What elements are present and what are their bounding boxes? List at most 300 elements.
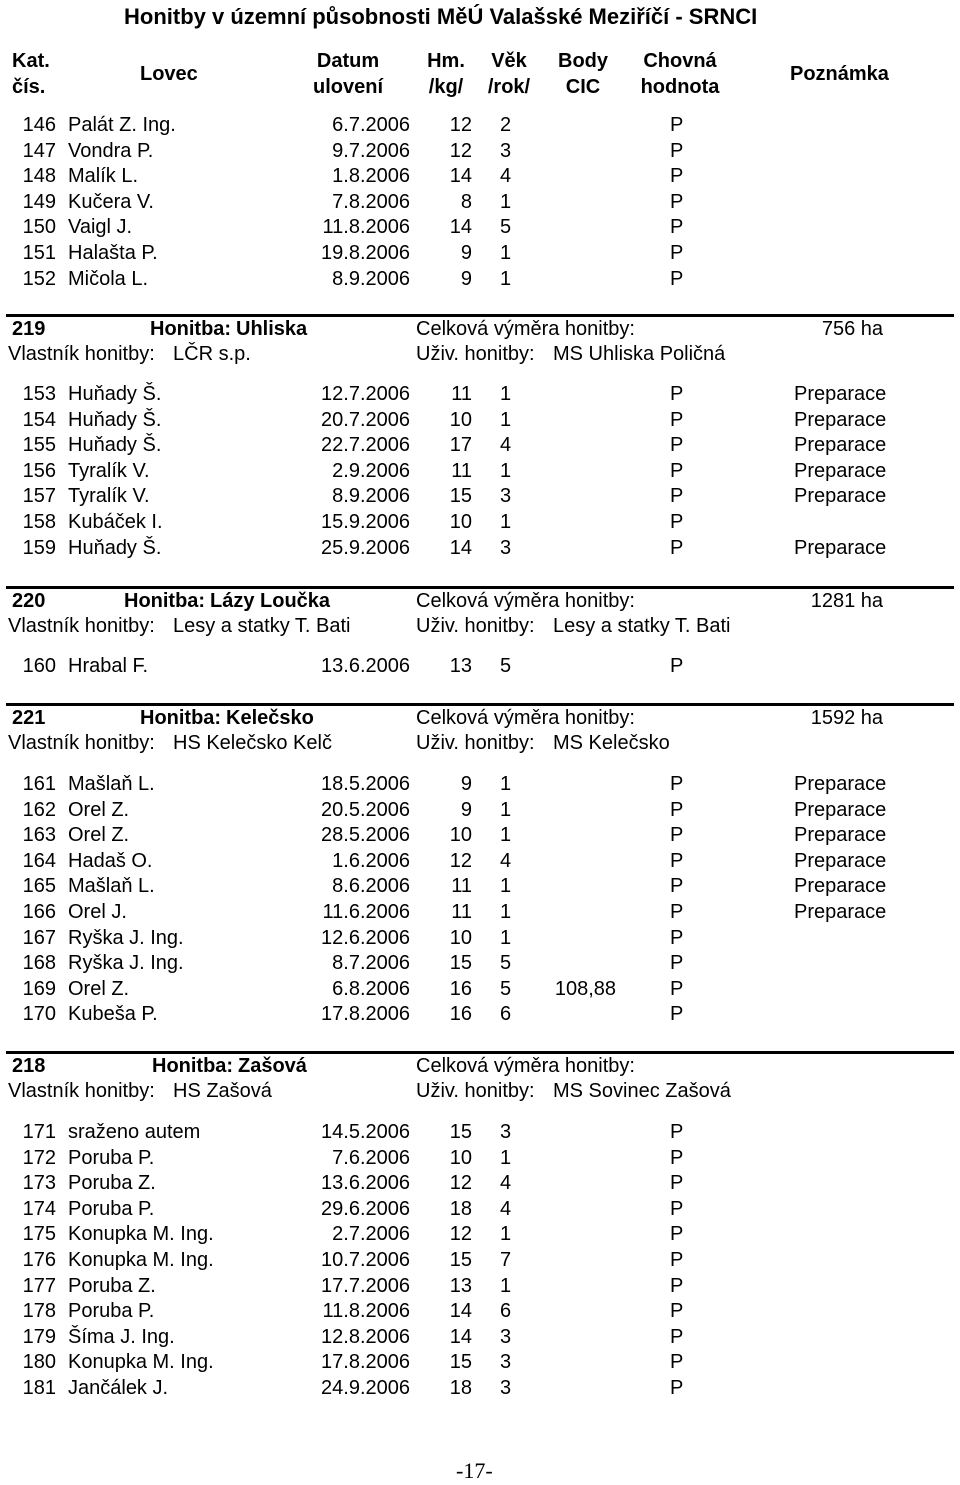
row-number-cell: 178 <box>22 1300 56 1322</box>
user-label: Uživ. honitby: <box>416 343 535 365</box>
age-years-cell: 1 <box>500 383 512 405</box>
weight-kg-cell: 13 <box>449 655 472 677</box>
catch-date-cell: 8.6.2006 <box>332 875 410 897</box>
hunter-name-cell: Poruba Z. <box>68 1172 156 1194</box>
hunter-name-cell: Poruba P. <box>68 1147 155 1169</box>
owner-value: LČR s.p. <box>173 343 251 365</box>
section-owner-line <box>0 614 960 639</box>
table-row <box>0 408 960 433</box>
cic-points-cell: 108,88 <box>554 978 616 1000</box>
age-years-cell: 7 <box>500 1249 512 1271</box>
weight-kg-cell: 9 <box>460 799 472 821</box>
row-number-cell: 154 <box>22 409 56 431</box>
catch-date-cell: 17.7.2006 <box>321 1275 410 1297</box>
hunter-name-cell: Poruba P. <box>68 1300 155 1322</box>
breeding-value-cell: P <box>670 1223 684 1245</box>
weight-kg-cell: 12 <box>449 114 472 136</box>
breeding-value-cell: P <box>670 1377 684 1399</box>
catch-date-cell: 28.5.2006 <box>321 824 410 846</box>
breeding-value-cell: P <box>670 268 684 290</box>
row-number-cell: 179 <box>22 1326 56 1348</box>
table-row <box>0 772 960 797</box>
user-label: Uživ. honitby: <box>416 732 535 754</box>
row-number-cell: 177 <box>22 1275 56 1297</box>
user-value: MS Kelečsko <box>553 732 670 754</box>
catch-date-cell: 8.9.2006 <box>332 268 410 290</box>
table-row <box>0 139 960 164</box>
breeding-value-cell: P <box>670 485 684 507</box>
note-cell: Preparace <box>794 537 887 559</box>
weight-kg-cell: 17 <box>449 434 472 456</box>
header-body-line1: Body <box>558 50 608 72</box>
note-cell: Preparace <box>794 799 887 821</box>
age-years-cell: 1 <box>500 824 512 846</box>
hunter-name-cell: Tyralík V. <box>68 460 150 482</box>
weight-kg-cell: 15 <box>449 1351 472 1373</box>
honitba-label: Honitba: <box>124 590 206 612</box>
weight-kg-cell: 9 <box>460 242 472 264</box>
row-number-cell: 168 <box>22 952 56 974</box>
honitba-name: Zašová <box>238 1055 307 1077</box>
area-label: Celková výměra honitby: <box>416 318 635 340</box>
breeding-value-cell: P <box>670 460 684 482</box>
note-cell: Preparace <box>794 773 887 795</box>
catch-date-cell: 7.8.2006 <box>332 191 410 213</box>
catch-date-cell: 12.6.2006 <box>321 927 410 949</box>
catch-date-cell: 29.6.2006 <box>321 1198 410 1220</box>
breeding-value-cell: P <box>670 875 684 897</box>
row-number-cell: 147 <box>22 140 56 162</box>
user-label: Uživ. honitby: <box>416 615 535 637</box>
user-value: MS Uhliska Poličná <box>553 343 726 365</box>
hunter-name-cell: Malík L. <box>68 165 139 187</box>
age-years-cell: 3 <box>500 1121 512 1143</box>
header-datum-line1: Datum <box>316 50 380 72</box>
section-code: 219 <box>12 318 46 340</box>
catch-date-cell: 8.9.2006 <box>332 485 410 507</box>
row-number-cell: 175 <box>22 1223 56 1245</box>
section-code: 218 <box>12 1055 46 1077</box>
catch-date-cell: 2.7.2006 <box>332 1223 410 1245</box>
honitba-name: Lázy Loučka <box>210 590 331 612</box>
breeding-value-cell: P <box>670 409 684 431</box>
age-years-cell: 1 <box>500 1147 512 1169</box>
catch-date-cell: 19.8.2006 <box>321 242 410 264</box>
area-value: 1592 ha <box>810 707 883 729</box>
weight-kg-cell: 14 <box>449 1326 472 1348</box>
row-number-cell: 157 <box>22 485 56 507</box>
header-hm-line2: /kg/ <box>428 76 464 98</box>
age-years-cell: 6 <box>500 1003 512 1025</box>
catch-date-cell: 1.8.2006 <box>332 165 410 187</box>
hunter-name-cell: Huňady Š. <box>68 434 162 456</box>
table-row <box>0 190 960 215</box>
breeding-value-cell: P <box>670 1147 684 1169</box>
age-years-cell: 3 <box>500 485 512 507</box>
hunter-name-cell: Kubáček I. <box>68 511 163 533</box>
row-number-cell: 150 <box>22 216 56 238</box>
breeding-value-cell: P <box>670 165 684 187</box>
weight-kg-cell: 9 <box>460 773 472 795</box>
table-row <box>0 977 960 1002</box>
owner-value: HS Zašová <box>173 1080 272 1102</box>
note-cell: Preparace <box>794 850 887 872</box>
age-years-cell: 4 <box>500 165 512 187</box>
catch-date-cell: 15.9.2006 <box>321 511 410 533</box>
weight-kg-cell: 15 <box>449 485 472 507</box>
hunter-name-cell: Ryška J. Ing. <box>68 927 184 949</box>
hunter-name-cell: Poruba P. <box>68 1198 155 1220</box>
weight-kg-cell: 14 <box>449 537 472 559</box>
age-years-cell: 1 <box>500 773 512 795</box>
weight-kg-cell: 18 <box>449 1198 472 1220</box>
header-vek <box>480 48 538 100</box>
table-row <box>0 215 960 240</box>
table-row <box>0 1171 960 1196</box>
breeding-value-cell: P <box>670 140 684 162</box>
table-row <box>0 849 960 874</box>
note-cell: Preparace <box>794 901 887 923</box>
hunter-name-cell: Orel Z. <box>68 978 130 1000</box>
owner-value: HS Kelečsko Kelč <box>173 732 332 754</box>
table-row <box>0 1325 960 1350</box>
hunter-name-cell: Poruba Z. <box>68 1275 156 1297</box>
table-row <box>0 164 960 189</box>
breeding-value-cell: P <box>670 1121 684 1143</box>
hunter-name-cell: sraženo autem <box>68 1121 201 1143</box>
table-row <box>0 926 960 951</box>
weight-kg-cell: 11 <box>451 901 472 923</box>
area-label: Celková výměra honitby: <box>416 707 635 729</box>
hunter-name-cell: Ryška J. Ing. <box>68 952 184 974</box>
breeding-value-cell: P <box>670 1198 684 1220</box>
hunter-name-cell: Orel Z. <box>68 824 130 846</box>
header-body <box>548 48 618 100</box>
catch-date-cell: 12.8.2006 <box>321 1326 410 1348</box>
age-years-cell: 1 <box>500 191 512 213</box>
hunter-name-cell: Huňady Š. <box>68 537 162 559</box>
row-number-cell: 146 <box>22 114 56 136</box>
hunter-name-cell: Konupka M. Ing. <box>68 1223 214 1245</box>
table-row <box>0 484 960 509</box>
hunter-name-cell: Mičola L. <box>68 268 149 290</box>
header-chovna-line2: hodnota <box>640 76 720 98</box>
section-header <box>0 706 960 731</box>
age-years-cell: 1 <box>500 460 512 482</box>
row-number-cell: 172 <box>22 1147 56 1169</box>
row-number-cell: 161 <box>22 773 56 795</box>
catch-date-cell: 17.8.2006 <box>321 1351 410 1373</box>
hunter-name-cell: Halašta P. <box>68 242 158 264</box>
catch-date-cell: 18.5.2006 <box>321 773 410 795</box>
row-number-cell: 153 <box>22 383 56 405</box>
note-cell: Preparace <box>794 409 887 431</box>
age-years-cell: 4 <box>500 850 512 872</box>
catch-date-cell: 25.9.2006 <box>321 537 410 559</box>
area-value: 756 ha <box>821 318 883 340</box>
note-cell: Preparace <box>794 824 887 846</box>
row-number-cell: 180 <box>22 1351 56 1373</box>
table-row <box>0 241 960 266</box>
hunter-name-cell: Hadaš O. <box>68 850 153 872</box>
header-kat-line1: Kat. <box>12 50 50 72</box>
hunter-name-cell: Konupka M. Ing. <box>68 1351 214 1373</box>
section-header <box>0 589 960 614</box>
row-number-cell: 156 <box>22 460 56 482</box>
age-years-cell: 5 <box>500 952 512 974</box>
catch-date-cell: 20.7.2006 <box>321 409 410 431</box>
weight-kg-cell: 14 <box>449 216 472 238</box>
hunter-name-cell: Huňady Š. <box>68 383 162 405</box>
table-row <box>0 1002 960 1027</box>
weight-kg-cell: 12 <box>449 1223 472 1245</box>
row-number-cell: 165 <box>22 875 56 897</box>
weight-kg-cell: 16 <box>449 1003 472 1025</box>
owner-value: Lesy a statky T. Bati <box>173 615 351 637</box>
page-number: -17- <box>456 1458 493 1483</box>
weight-kg-cell: 12 <box>449 850 472 872</box>
table-row <box>0 900 960 925</box>
weight-kg-cell: 13 <box>449 1275 472 1297</box>
breeding-value-cell: P <box>670 114 684 136</box>
breeding-value-cell: P <box>670 537 684 559</box>
table-row <box>0 459 960 484</box>
catch-date-cell: 2.9.2006 <box>332 460 410 482</box>
weight-kg-cell: 9 <box>460 268 472 290</box>
weight-kg-cell: 12 <box>449 140 472 162</box>
table-row <box>0 1248 960 1273</box>
note-cell: Preparace <box>794 383 887 405</box>
weight-kg-cell: 14 <box>449 165 472 187</box>
page-title: Honitby v územní působnosti MěÚ Valašské Meziříčí - SRNCI <box>124 4 758 29</box>
table-row <box>0 1299 960 1324</box>
hunter-name-cell: Kubeša P. <box>68 1003 158 1025</box>
breeding-value-cell: P <box>670 952 684 974</box>
section-header <box>0 1054 960 1079</box>
hunter-name-cell: Orel J. <box>68 901 127 923</box>
catch-date-cell: 17.8.2006 <box>321 1003 410 1025</box>
row-number-cell: 148 <box>22 165 56 187</box>
row-number-cell: 169 <box>22 978 56 1000</box>
table-row <box>0 1350 960 1375</box>
breeding-value-cell: P <box>670 216 684 238</box>
age-years-cell: 1 <box>500 901 512 923</box>
table-row <box>0 1197 960 1222</box>
age-years-cell: 3 <box>500 537 512 559</box>
catch-date-cell: 8.7.2006 <box>332 952 410 974</box>
table-row <box>0 654 960 679</box>
hunter-name-cell: Orel Z. <box>68 799 130 821</box>
note-cell: Preparace <box>794 875 887 897</box>
row-number-cell: 155 <box>22 434 56 456</box>
catch-date-cell: 1.6.2006 <box>332 850 410 872</box>
breeding-value-cell: P <box>670 901 684 923</box>
age-years-cell: 3 <box>500 140 512 162</box>
weight-kg-cell: 10 <box>449 927 472 949</box>
breeding-value-cell: P <box>670 1249 684 1271</box>
owner-label: Vlastník honitby: <box>8 343 155 365</box>
hunter-name-cell: Jančálek J. <box>68 1377 169 1399</box>
age-years-cell: 4 <box>500 434 512 456</box>
catch-date-cell: 10.7.2006 <box>321 1249 410 1271</box>
row-number-cell: 166 <box>22 901 56 923</box>
note-cell: Preparace <box>794 485 887 507</box>
weight-kg-cell: 11 <box>451 460 472 482</box>
table-row <box>0 823 960 848</box>
honitba-name: Kelečsko <box>226 707 314 729</box>
weight-kg-cell: 10 <box>449 511 472 533</box>
breeding-value-cell: P <box>670 434 684 456</box>
catch-date-cell: 11.8.2006 <box>322 1300 410 1322</box>
catch-date-cell: 7.6.2006 <box>332 1147 410 1169</box>
catch-date-cell: 11.8.2006 <box>322 216 410 238</box>
catch-date-cell: 24.9.2006 <box>321 1377 410 1399</box>
catch-date-cell: 22.7.2006 <box>321 434 410 456</box>
user-value: MS Sovinec Zašová <box>553 1080 731 1102</box>
header-poznamka: Poznámka <box>790 63 889 85</box>
age-years-cell: 1 <box>500 268 512 290</box>
breeding-value-cell: P <box>670 1275 684 1297</box>
weight-kg-cell: 10 <box>449 824 472 846</box>
row-number-cell: 173 <box>22 1172 56 1194</box>
user-label: Uživ. honitby: <box>416 1080 535 1102</box>
breeding-value-cell: P <box>670 927 684 949</box>
header-hm-line1: Hm. <box>427 50 465 72</box>
row-number-cell: 170 <box>22 1003 56 1025</box>
age-years-cell: 3 <box>500 1351 512 1373</box>
catch-date-cell: 14.5.2006 <box>321 1121 410 1143</box>
section-code: 221 <box>12 707 46 729</box>
breeding-value-cell: P <box>670 1351 684 1373</box>
catch-date-cell: 13.6.2006 <box>321 655 410 677</box>
weight-kg-cell: 10 <box>449 409 472 431</box>
breeding-value-cell: P <box>670 824 684 846</box>
table-row <box>0 536 960 561</box>
hunter-name-cell: Huňady Š. <box>68 409 162 431</box>
weight-kg-cell: 8 <box>460 191 472 213</box>
honitba-label: Honitba: <box>152 1055 234 1077</box>
weight-kg-cell: 12 <box>449 1172 472 1194</box>
row-number-cell: 176 <box>22 1249 56 1271</box>
breeding-value-cell: P <box>670 978 684 1000</box>
catch-date-cell: 9.7.2006 <box>332 140 410 162</box>
honitba-label: Honitba: <box>140 707 222 729</box>
row-number-cell: 164 <box>22 850 56 872</box>
row-number-cell: 162 <box>22 799 56 821</box>
age-years-cell: 1 <box>500 409 512 431</box>
section-owner-line <box>0 731 960 756</box>
row-number-cell: 174 <box>22 1198 56 1220</box>
weight-kg-cell: 14 <box>449 1300 472 1322</box>
weight-kg-cell: 10 <box>449 1147 472 1169</box>
hunter-name-cell: Mašlaň L. <box>68 875 155 897</box>
table-row <box>0 267 960 292</box>
area-value: 1281 ha <box>810 590 883 612</box>
user-value: Lesy a statky T. Bati <box>553 615 731 637</box>
table-row <box>0 1274 960 1299</box>
weight-kg-cell: 11 <box>451 875 472 897</box>
weight-kg-cell: 15 <box>449 1249 472 1271</box>
age-years-cell: 1 <box>500 1275 512 1297</box>
breeding-value-cell: P <box>670 1326 684 1348</box>
breeding-value-cell: P <box>670 1172 684 1194</box>
table-row <box>0 798 960 823</box>
row-number-cell: 160 <box>22 655 56 677</box>
table-row <box>0 433 960 458</box>
hunter-name-cell: Vaigl J. <box>68 216 133 238</box>
section-code: 220 <box>12 590 46 612</box>
table-row <box>0 1376 960 1401</box>
row-number-cell: 158 <box>22 511 56 533</box>
header-datum-line2: ulovení <box>312 76 383 98</box>
age-years-cell: 4 <box>500 1198 512 1220</box>
catch-date-cell: 6.7.2006 <box>332 114 410 136</box>
table-row <box>0 510 960 535</box>
table-row <box>0 1120 960 1145</box>
catch-date-cell: 6.8.2006 <box>332 978 410 1000</box>
weight-kg-cell: 15 <box>449 952 472 974</box>
row-number-cell: 152 <box>22 268 56 290</box>
honitba-label: Honitba: <box>150 318 232 340</box>
row-number-cell: 149 <box>22 191 56 213</box>
table-row <box>0 951 960 976</box>
age-years-cell: 3 <box>500 1326 512 1348</box>
age-years-cell: 6 <box>500 1300 512 1322</box>
hunter-name-cell: Mašlaň L. <box>68 773 155 795</box>
row-number-cell: 163 <box>22 824 56 846</box>
header-vek-line1: Věk <box>491 50 527 72</box>
breeding-value-cell: P <box>670 773 684 795</box>
row-number-cell: 181 <box>22 1377 56 1399</box>
header-hm <box>418 48 474 100</box>
breeding-value-cell: P <box>670 242 684 264</box>
section-owner-line <box>0 1079 960 1104</box>
area-label: Celková výměra honitby: <box>416 590 635 612</box>
catch-date-cell: 12.7.2006 <box>321 383 410 405</box>
table-row <box>0 382 960 407</box>
age-years-cell: 5 <box>500 978 512 1000</box>
row-number-cell: 151 <box>22 242 56 264</box>
header-kat <box>12 48 50 100</box>
breeding-value-cell: P <box>670 511 684 533</box>
hunter-name-cell: Kučera V. <box>68 191 154 213</box>
breeding-value-cell: P <box>670 383 684 405</box>
section-owner-line <box>0 342 960 367</box>
row-number-cell: 159 <box>22 537 56 559</box>
age-years-cell: 1 <box>500 799 512 821</box>
age-years-cell: 1 <box>500 1223 512 1245</box>
age-years-cell: 1 <box>500 511 512 533</box>
age-years-cell: 1 <box>500 875 512 897</box>
breeding-value-cell: P <box>670 1300 684 1322</box>
breeding-value-cell: P <box>670 1003 684 1025</box>
area-label: Celková výměra honitby: <box>416 1055 635 1077</box>
note-cell: Preparace <box>794 434 887 456</box>
age-years-cell: 5 <box>500 655 512 677</box>
table-row <box>0 113 960 138</box>
weight-kg-cell: 18 <box>449 1377 472 1399</box>
age-years-cell: 3 <box>500 1377 512 1399</box>
age-years-cell: 4 <box>500 1172 512 1194</box>
age-years-cell: 1 <box>500 242 512 264</box>
header-body-line2: CIC <box>565 76 601 98</box>
age-years-cell: 2 <box>500 114 512 136</box>
header-datum <box>308 48 388 100</box>
header-vek-line2: /rok/ <box>487 76 531 98</box>
hunter-name-cell: Tyralík V. <box>68 485 150 507</box>
hunter-name-cell: Konupka M. Ing. <box>68 1249 214 1271</box>
table-row <box>0 874 960 899</box>
